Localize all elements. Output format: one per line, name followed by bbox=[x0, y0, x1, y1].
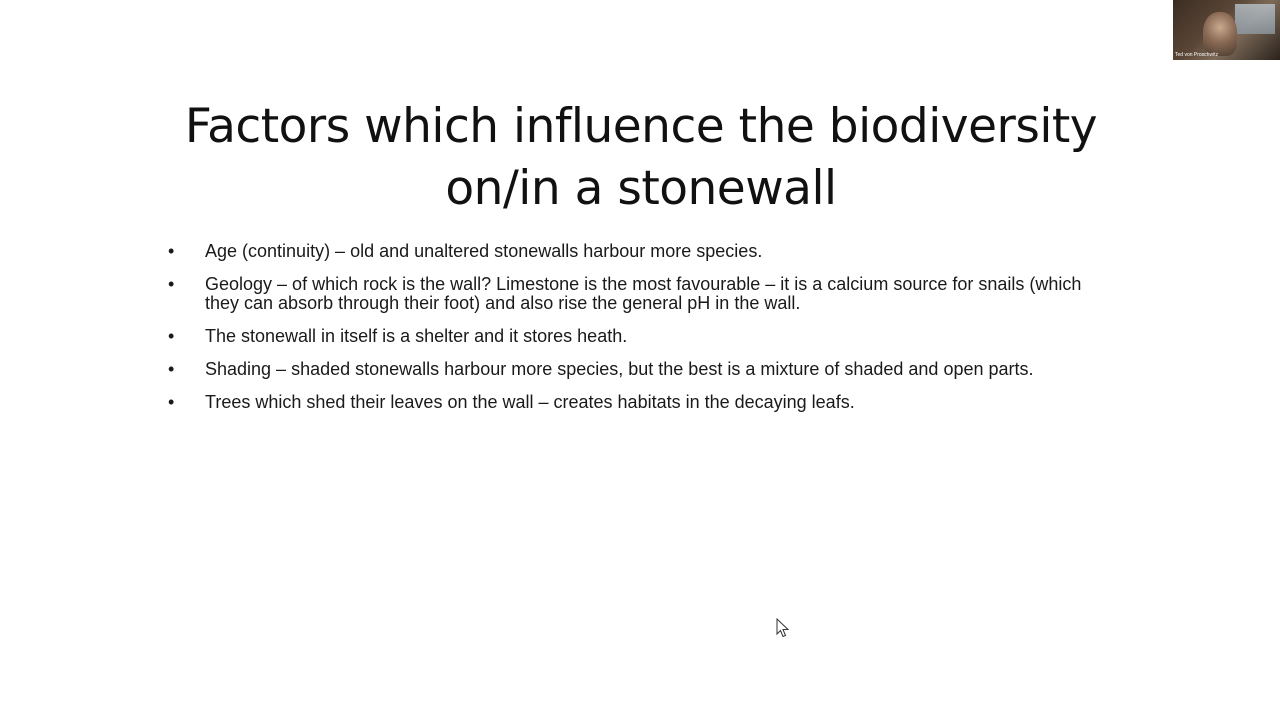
bullet-item-shading bbox=[168, 360, 1113, 379]
slide-title-line-2: on/in a stonewall bbox=[445, 161, 837, 216]
bullet-dot-icon: • bbox=[168, 274, 175, 294]
participant-name: Ted von Proschwitz bbox=[1175, 52, 1219, 58]
bullet-item-shelter bbox=[168, 327, 1113, 346]
participant-video-feed bbox=[1203, 12, 1237, 56]
bullet-text: Shading – shaded stonewalls harbour more species, but the best is a mixture of shaded and open parts. bbox=[205, 359, 1034, 379]
bullet-text: Geology – of which rock is the wall? Limestone is the most favourable – it is a calcium source for snails (which they can absorb through their foot) and also rise the general pH in the wall. bbox=[205, 274, 1082, 313]
slide-title bbox=[140, 96, 1142, 220]
bullet-item-trees bbox=[168, 393, 1113, 412]
bullet-text: Trees which shed their leaves on the wall – creates habitats in the decaying leafs. bbox=[205, 392, 855, 412]
video-background-window bbox=[1235, 4, 1275, 34]
bullet-item-geology bbox=[168, 275, 1113, 313]
bullet-item-age bbox=[168, 242, 1113, 261]
mouse-pointer-icon bbox=[776, 618, 790, 638]
bullet-dot-icon: • bbox=[168, 392, 175, 412]
bullet-list bbox=[168, 242, 1113, 426]
slide-title-line-1: Factors which influence the biodiversity bbox=[184, 99, 1098, 154]
bullet-dot-icon: • bbox=[168, 241, 175, 261]
bullet-dot-icon: • bbox=[168, 326, 175, 346]
participant-video-tile[interactable] bbox=[1173, 0, 1280, 60]
bullet-text: The stonewall in itself is a shelter and it stores heath. bbox=[205, 326, 628, 346]
bullet-text: Age (continuity) – old and unaltered stonewalls harbour more species. bbox=[205, 241, 763, 261]
bullet-dot-icon: • bbox=[168, 359, 175, 379]
